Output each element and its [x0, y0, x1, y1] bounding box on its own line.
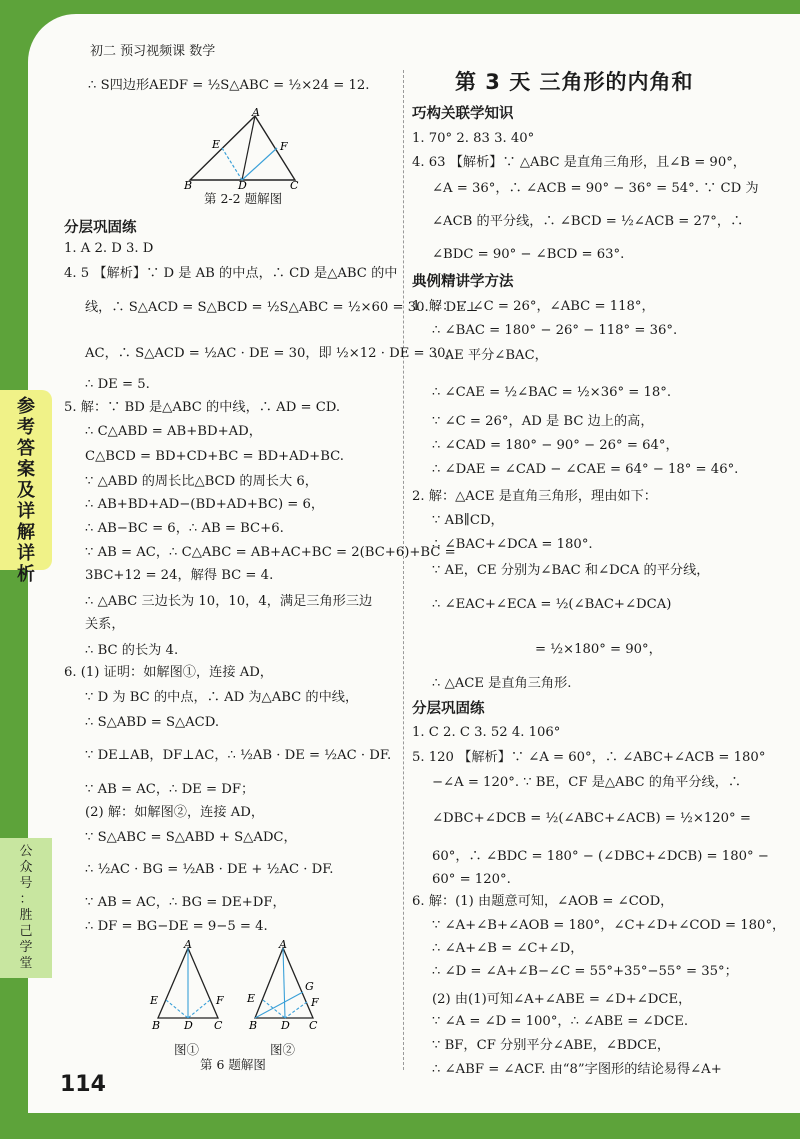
right-line: −∠A = 120°. ∵ BE，CF 是△ABC 的角平分线，∴ — [432, 775, 742, 790]
right-line: 5. 120 【解析】∵ ∠A = 60°，∴ ∠ABC+∠ACB = 180° — [412, 750, 766, 765]
right-line: ∵ AE 平分∠BAC， — [432, 348, 548, 363]
column-divider — [403, 70, 404, 1070]
left-line: ∴ S四边形AEDF = ½S△ABC = ½×24 = 12. — [88, 78, 370, 93]
section-heading: 分层巩固练 — [412, 701, 485, 717]
svg-text:E: E — [247, 992, 256, 1005]
left-line: ∴ ½AC · BG = ½AB · DE + ½AC · DF. — [85, 862, 334, 877]
right-line: 1. 解：∵ ∠C = 26°，∠ABC = 118°， — [412, 299, 655, 314]
page-number: 114 — [60, 1072, 106, 1097]
figure-2-2 — [180, 108, 310, 190]
right-line: 2. 解：△ACE 是直角三角形，理由如下： — [412, 489, 657, 504]
right-line: 60° = 120°. — [432, 872, 511, 887]
right-line: ∴ ∠CAD = 180° − 90° − 26° = 64°， — [432, 438, 679, 453]
left-line: 6. (1) 证明：如解图①，连接 AD， — [64, 665, 273, 680]
right-line: ∠A = 36°，∴ ∠ACB = 90° − 36° = 54°. ∵ CD 为 — [432, 181, 759, 196]
svg-text:B: B — [249, 1019, 258, 1032]
page-header: 初二 预习视频课 数学 — [90, 44, 216, 59]
right-line: ∵ ∠A+∠B+∠AOB = 180°，∠C+∠D+∠COD = 180°， — [432, 918, 786, 933]
right-line: 4. 63 【解析】∵ △ABC 是直角三角形，且∠B = 90°， — [412, 155, 746, 170]
right-line: ∴ ∠BAC = 180° − 26° − 118° = 36°. — [432, 323, 678, 338]
right-line: ∵ BF，CF 分别平分∠ABE，∠BDCE， — [432, 1038, 671, 1053]
right-line: ∵ ∠C = 26°，AD 是 BC 边上的高， — [432, 414, 654, 429]
right-line: 1. C 2. C 3. 52 4. 106° — [412, 725, 561, 740]
svg-text:E: E — [212, 138, 221, 151]
right-line: ∴ ∠ABF = ∠ACF. 由“8”字图形的结论易得∠A+ — [432, 1062, 722, 1077]
left-line: ∴ DF = BG−DE = 9−5 = 4. — [85, 919, 268, 934]
right-line: ∠DBC+∠DCB = ½(∠ABC+∠ACB) = ½×120° = — [432, 811, 751, 826]
right-line: ∠ACB 的平分线，∴ ∠BCD = ½∠ACB = 27°，∴ — [432, 214, 744, 229]
svg-text:B: B — [152, 1019, 161, 1032]
right-line: 6. 解：(1) 由题意可知，∠AOB = ∠COD， — [412, 894, 674, 909]
svg-text:C: C — [214, 1019, 223, 1032]
figure-6-2 — [245, 940, 327, 1035]
right-line: = ½×180° = 90°， — [535, 642, 662, 657]
right-line: ∴ ∠DAE = ∠CAD − ∠CAE = 64° − 18° = 46°. — [432, 462, 739, 477]
figure-2-2-caption: 第 2-2 题解图 — [204, 191, 283, 206]
left-line: ∵ AB = AC，∴ DE = DF； — [85, 782, 255, 797]
right-line: ∵ AB∥CD， — [432, 513, 504, 528]
svg-text:A: A — [184, 940, 192, 951]
left-line: ∴ AB+BD+AD−(BD+AD+BC) = 6， — [85, 497, 325, 512]
right-line: ∠BDC = 90° − ∠BCD = 63°. — [432, 247, 625, 262]
right-line: ∴ ∠BAC+∠DCA = 180°. — [432, 537, 593, 552]
right-line: ∴ ∠CAE = ½∠BAC = ½×36° = 18°. — [432, 385, 672, 400]
figure-6-caption: 第 6 题解图 — [200, 1057, 266, 1072]
left-line: ∴ C△ABD = AB+BD+AD， — [85, 424, 262, 439]
svg-text:A: A — [279, 940, 287, 951]
svg-text:E: E — [150, 994, 159, 1007]
left-line: ∵ AB = AC，∴ C△ABC = AB+AC+BC = 2(BC+6)+BC = — [85, 545, 456, 560]
left-line: ∵ DE⊥AB，DF⊥AC，∴ ½AB · DE = ½AC · DF. — [85, 748, 392, 763]
svg-text:D: D — [238, 179, 247, 190]
right-line: ∴ ∠D = ∠A+∠B−∠C = 55°+35°−55° = 35°； — [432, 964, 738, 979]
svg-text:G: G — [305, 980, 314, 993]
section-heading: 巧构关联学知识 — [412, 106, 514, 122]
svg-text:F: F — [280, 140, 288, 153]
left-line: ∴ △ABC 三边长为 10，10，4，满足三角形三边 — [85, 594, 373, 609]
left-line: ∵ S△ABC = S△ABD + S△ADC， — [85, 830, 297, 845]
right-line: ∴ ∠EAC+∠ECA = ½(∠BAC+∠DCA) — [432, 597, 672, 612]
right-line: (2) 由(1)可知∠A+∠ABE = ∠D+∠DCE， — [432, 992, 692, 1007]
figure-6-1-caption: 图① — [174, 1042, 200, 1057]
side-footer — [0, 838, 52, 978]
left-line: (2) 解：如解图②，连接 AD， — [85, 805, 265, 820]
left-line: 线，∴ S△ACD = S△BCD = ½S△ABC = ½×60 = 30. ∵ DE⊥ — [85, 300, 479, 315]
right-line: 60°，∴ ∠BDC = 180° − (∠DBC+∠DCB) = 180° − — [432, 849, 769, 864]
section-heading: 典例精讲学方法 — [412, 274, 514, 290]
side-tab-label: 参 考 答 案 及 详 解 详 析 — [17, 396, 35, 585]
svg-text:C: C — [290, 179, 299, 190]
right-line: ∴ ∠A+∠B = ∠C+∠D， — [432, 941, 584, 956]
left-line: ∵ AB = AC，∴ BG = DE+DF， — [85, 895, 286, 910]
svg-text:D: D — [184, 1019, 193, 1032]
left-line: ∵ D 为 BC 的中点，∴ AD 为△ABC 的中线， — [85, 690, 359, 705]
svg-text:F: F — [216, 994, 224, 1007]
left-line: 5. 解：∵ BD 是△ABC 的中线，∴ AD = CD. — [64, 400, 341, 415]
left-line: ∴ AB−BC = 6，∴ AB = BC+6. — [85, 521, 284, 536]
figure-6-2-caption: 图② — [270, 1042, 296, 1057]
left-line: 关系， — [85, 617, 125, 632]
left-line: 4. 5 【解析】∵ D 是 AB 的中点，∴ CD 是△ABC 的中 — [64, 266, 398, 281]
svg-text:A: A — [252, 108, 260, 119]
right-line: ∴ △ACE 是直角三角形. — [432, 676, 572, 691]
right-line: ∵ ∠A = ∠D = 100°，∴ ∠ABE = ∠DCE. — [432, 1014, 689, 1029]
left-line: ∴ BC 的长为 4. — [85, 643, 179, 658]
svg-text:C: C — [309, 1019, 318, 1032]
section-heading: 分层巩固练 — [64, 220, 137, 236]
figure-6-1 — [148, 940, 230, 1035]
left-line: AC，∴ S△ACD = ½AC · DE = 30，即 ½×12 · DE = 30， — [85, 346, 459, 361]
side-footer-label: 公 众 号 ： 胜 己 学 堂 — [19, 844, 33, 971]
left-line: 3BC+12 = 24，解得 BC = 4. — [85, 568, 274, 583]
svg-text:D: D — [281, 1019, 290, 1032]
left-line: 1. A 2. D 3. D — [64, 241, 154, 256]
svg-text:F: F — [311, 996, 319, 1009]
right-line: 1. 70° 2. 83 3. 40° — [412, 131, 535, 146]
left-line: ∵ △ABD 的周长比△BCD 的周长大 6， — [85, 474, 318, 489]
left-line: ∴ DE = 5. — [85, 377, 150, 392]
svg-text:B: B — [184, 179, 193, 190]
section-title: 第 3 天 三角形的内角和 — [455, 70, 694, 94]
side-tab — [0, 390, 52, 585]
left-line: C△BCD = BD+CD+BC = BD+AD+BC. — [85, 449, 344, 464]
right-line: ∵ AE，CE 分别为∠BAC 和∠DCA 的平分线， — [432, 563, 710, 578]
left-line: ∴ S△ABD = S△ACD. — [85, 715, 220, 730]
